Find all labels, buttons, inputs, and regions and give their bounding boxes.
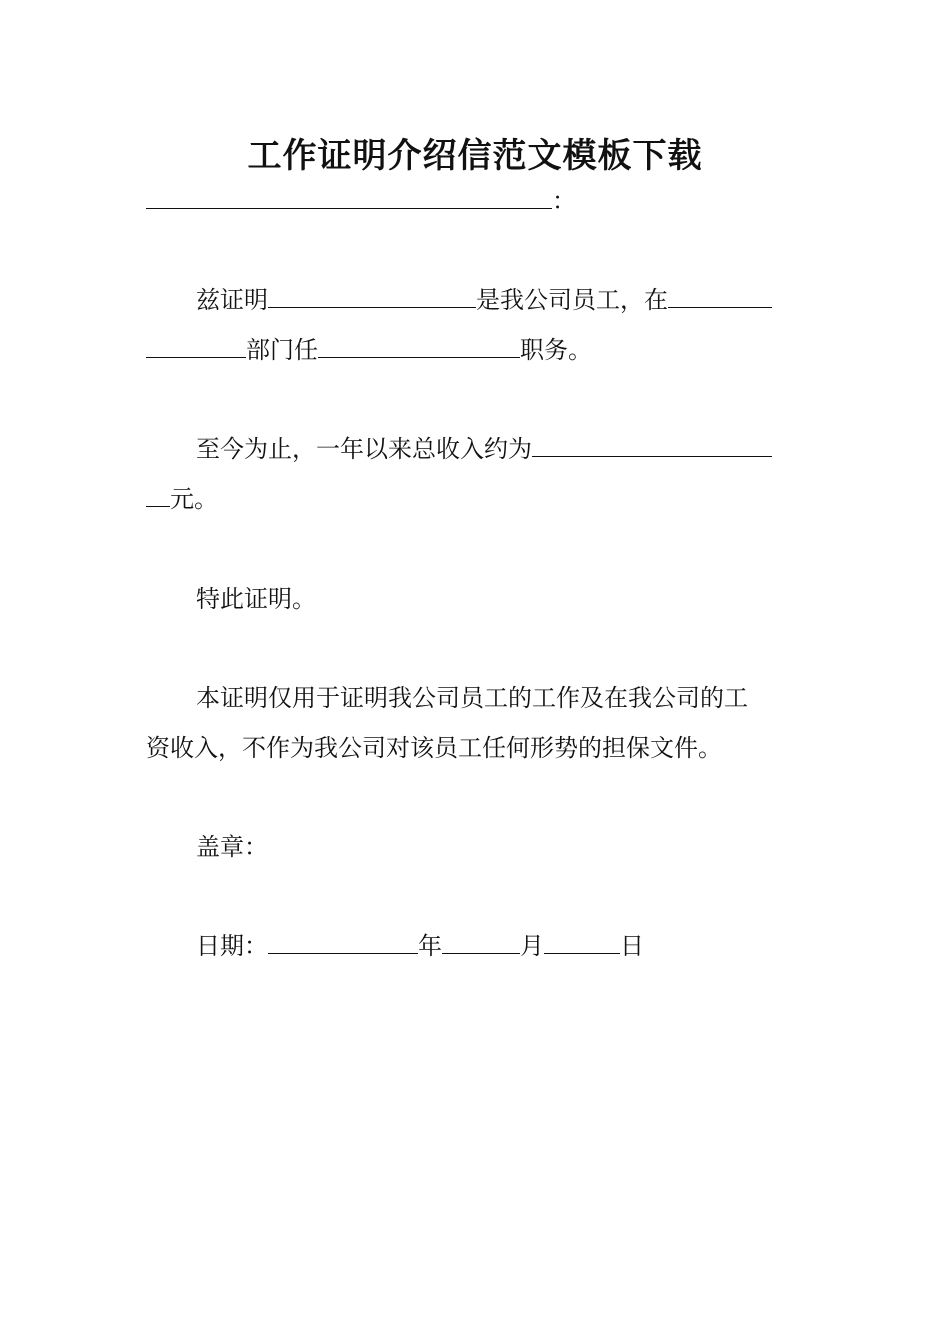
department-blank-part2[interactable] (146, 335, 246, 358)
para1-text-c: 部门任 (246, 336, 318, 364)
day-label: 日 (620, 932, 644, 960)
date-label: 日期： (196, 932, 268, 960)
year-blank[interactable] (268, 931, 418, 954)
seal-label: 盖章： (196, 833, 268, 861)
para3: 特此证明。 (196, 585, 316, 613)
recipient-blank[interactable] (146, 186, 552, 209)
para1-text-b: 是我公司员工，在 (476, 286, 668, 314)
income-blank-part1[interactable] (532, 434, 772, 457)
month-label: 月 (520, 932, 544, 960)
salutation-colon: ： (552, 187, 576, 215)
para1-text-d: 职务。 (520, 336, 592, 364)
employee-name-blank[interactable] (268, 285, 476, 308)
year-label: 年 (418, 932, 442, 960)
para4-line2: 资收入，不作为我公司对该员工任何形势的担保文件。 (146, 734, 722, 762)
date-line (196, 931, 644, 961)
para2-text-a: 至今为止，一年以来总收入约为 (196, 435, 532, 463)
para2-line1 (196, 434, 772, 464)
para1-text-a: 兹证明 (196, 286, 268, 314)
para2-line2 (146, 484, 218, 514)
department-blank-part1[interactable] (668, 285, 772, 308)
income-blank-part2[interactable] (146, 484, 170, 507)
para4-line1: 本证明仅用于证明我公司员工的工作及在我公司的工 (196, 684, 748, 712)
month-blank[interactable] (442, 931, 520, 954)
document-title: 工作证明介绍信范文模板下载 (247, 136, 703, 176)
recipient-line (146, 186, 576, 216)
para1-line2 (146, 335, 592, 365)
day-blank[interactable] (544, 931, 620, 954)
position-blank[interactable] (318, 335, 520, 358)
para2-text-b: 元。 (170, 485, 218, 513)
para1-line1 (196, 285, 772, 315)
